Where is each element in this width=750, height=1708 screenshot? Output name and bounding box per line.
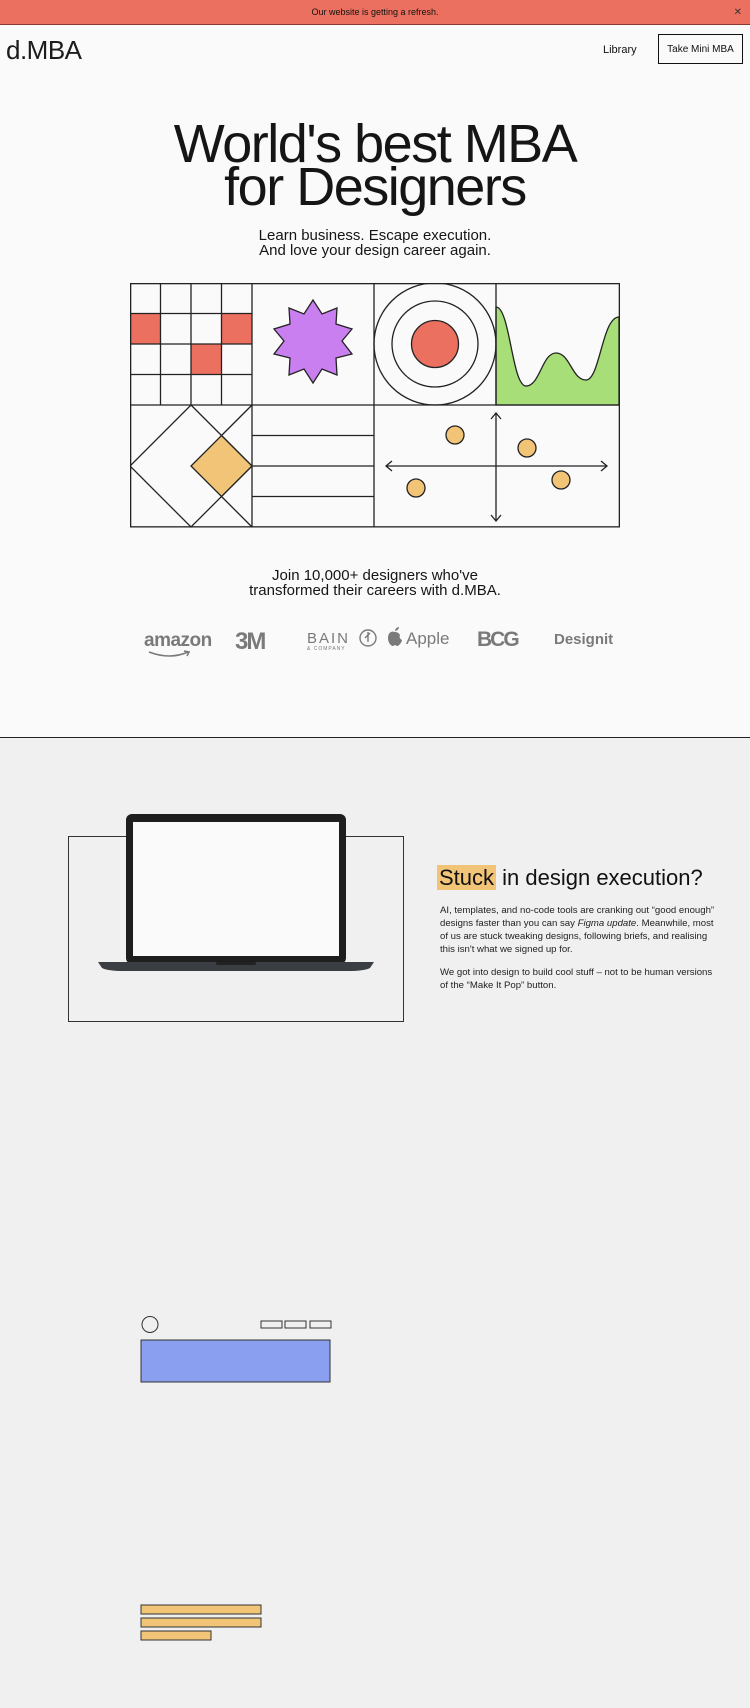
client-logos: amazon 3M BAIN & COMPANY Apple BCG Designit [144, 628, 614, 655]
heading-rest: in design execution? [496, 865, 703, 890]
ui-mockup-card [140, 1316, 332, 1383]
designit-logo: Designit [554, 631, 614, 648]
target-circles [374, 283, 496, 405]
heading-highlight: Stuck [439, 865, 495, 890]
social-proof-line1: Join 10,000+ designers who've [272, 567, 478, 584]
nav-link-library[interactable]: Library [603, 44, 637, 56]
grid-pattern [130, 283, 252, 405]
stripes-pattern [252, 436, 374, 497]
social-proof-text [0, 568, 750, 598]
hero-subtitle [0, 228, 750, 258]
banner-text: Our website is getting a refresh. [311, 7, 439, 17]
ui-mockup-lines [140, 1604, 262, 1644]
stuck-section [0, 739, 750, 1708]
wave-graph [496, 307, 619, 405]
close-icon[interactable]: ✕ [733, 7, 742, 18]
avatar [142, 1317, 158, 1333]
amazon-logo: amazon [144, 630, 212, 652]
hero-illustration [130, 283, 620, 529]
hero-section [0, 25, 750, 738]
scatter-plot [386, 413, 607, 521]
announcement-banner [0, 0, 750, 25]
hero-title [0, 114, 750, 217]
hero-title-line2: for Designers [224, 157, 526, 217]
bcg-logo: BCG [477, 628, 518, 651]
social-proof-line2: transformed their careers with d.MBA. [249, 582, 501, 599]
stuck-paragraph-2: We got into design to build cool stuff – not to be human versions of the “Make It Pop” button. [440, 967, 713, 991]
logo[interactable]: d.MBA [6, 35, 82, 65]
take-mini-mba-button[interactable]: Take Mini MBA [658, 34, 743, 64]
bain-logo: BAIN & COMPANY [307, 630, 350, 647]
hero-subtitle-line2: And love your design career again. [259, 242, 491, 259]
starburst-shape [274, 300, 352, 383]
hero-title-line1: World's best MBA [173, 114, 577, 174]
diamond-pattern [130, 405, 252, 527]
3m-logo: 3M [235, 628, 265, 655]
stuck-heading [437, 865, 703, 891]
laptop-illustration [98, 814, 374, 974]
stuck-paragraph-1: AI, templates, and no-code tools are cranking out “good enough” designs faster than you can say Figma update. Meanwhile, most of us are stuck tweaking designs, following briefs, and realising this isn't what we signed up for. [440, 905, 715, 955]
hero-subtitle-line1: Learn business. Escape execution. [258, 227, 492, 244]
